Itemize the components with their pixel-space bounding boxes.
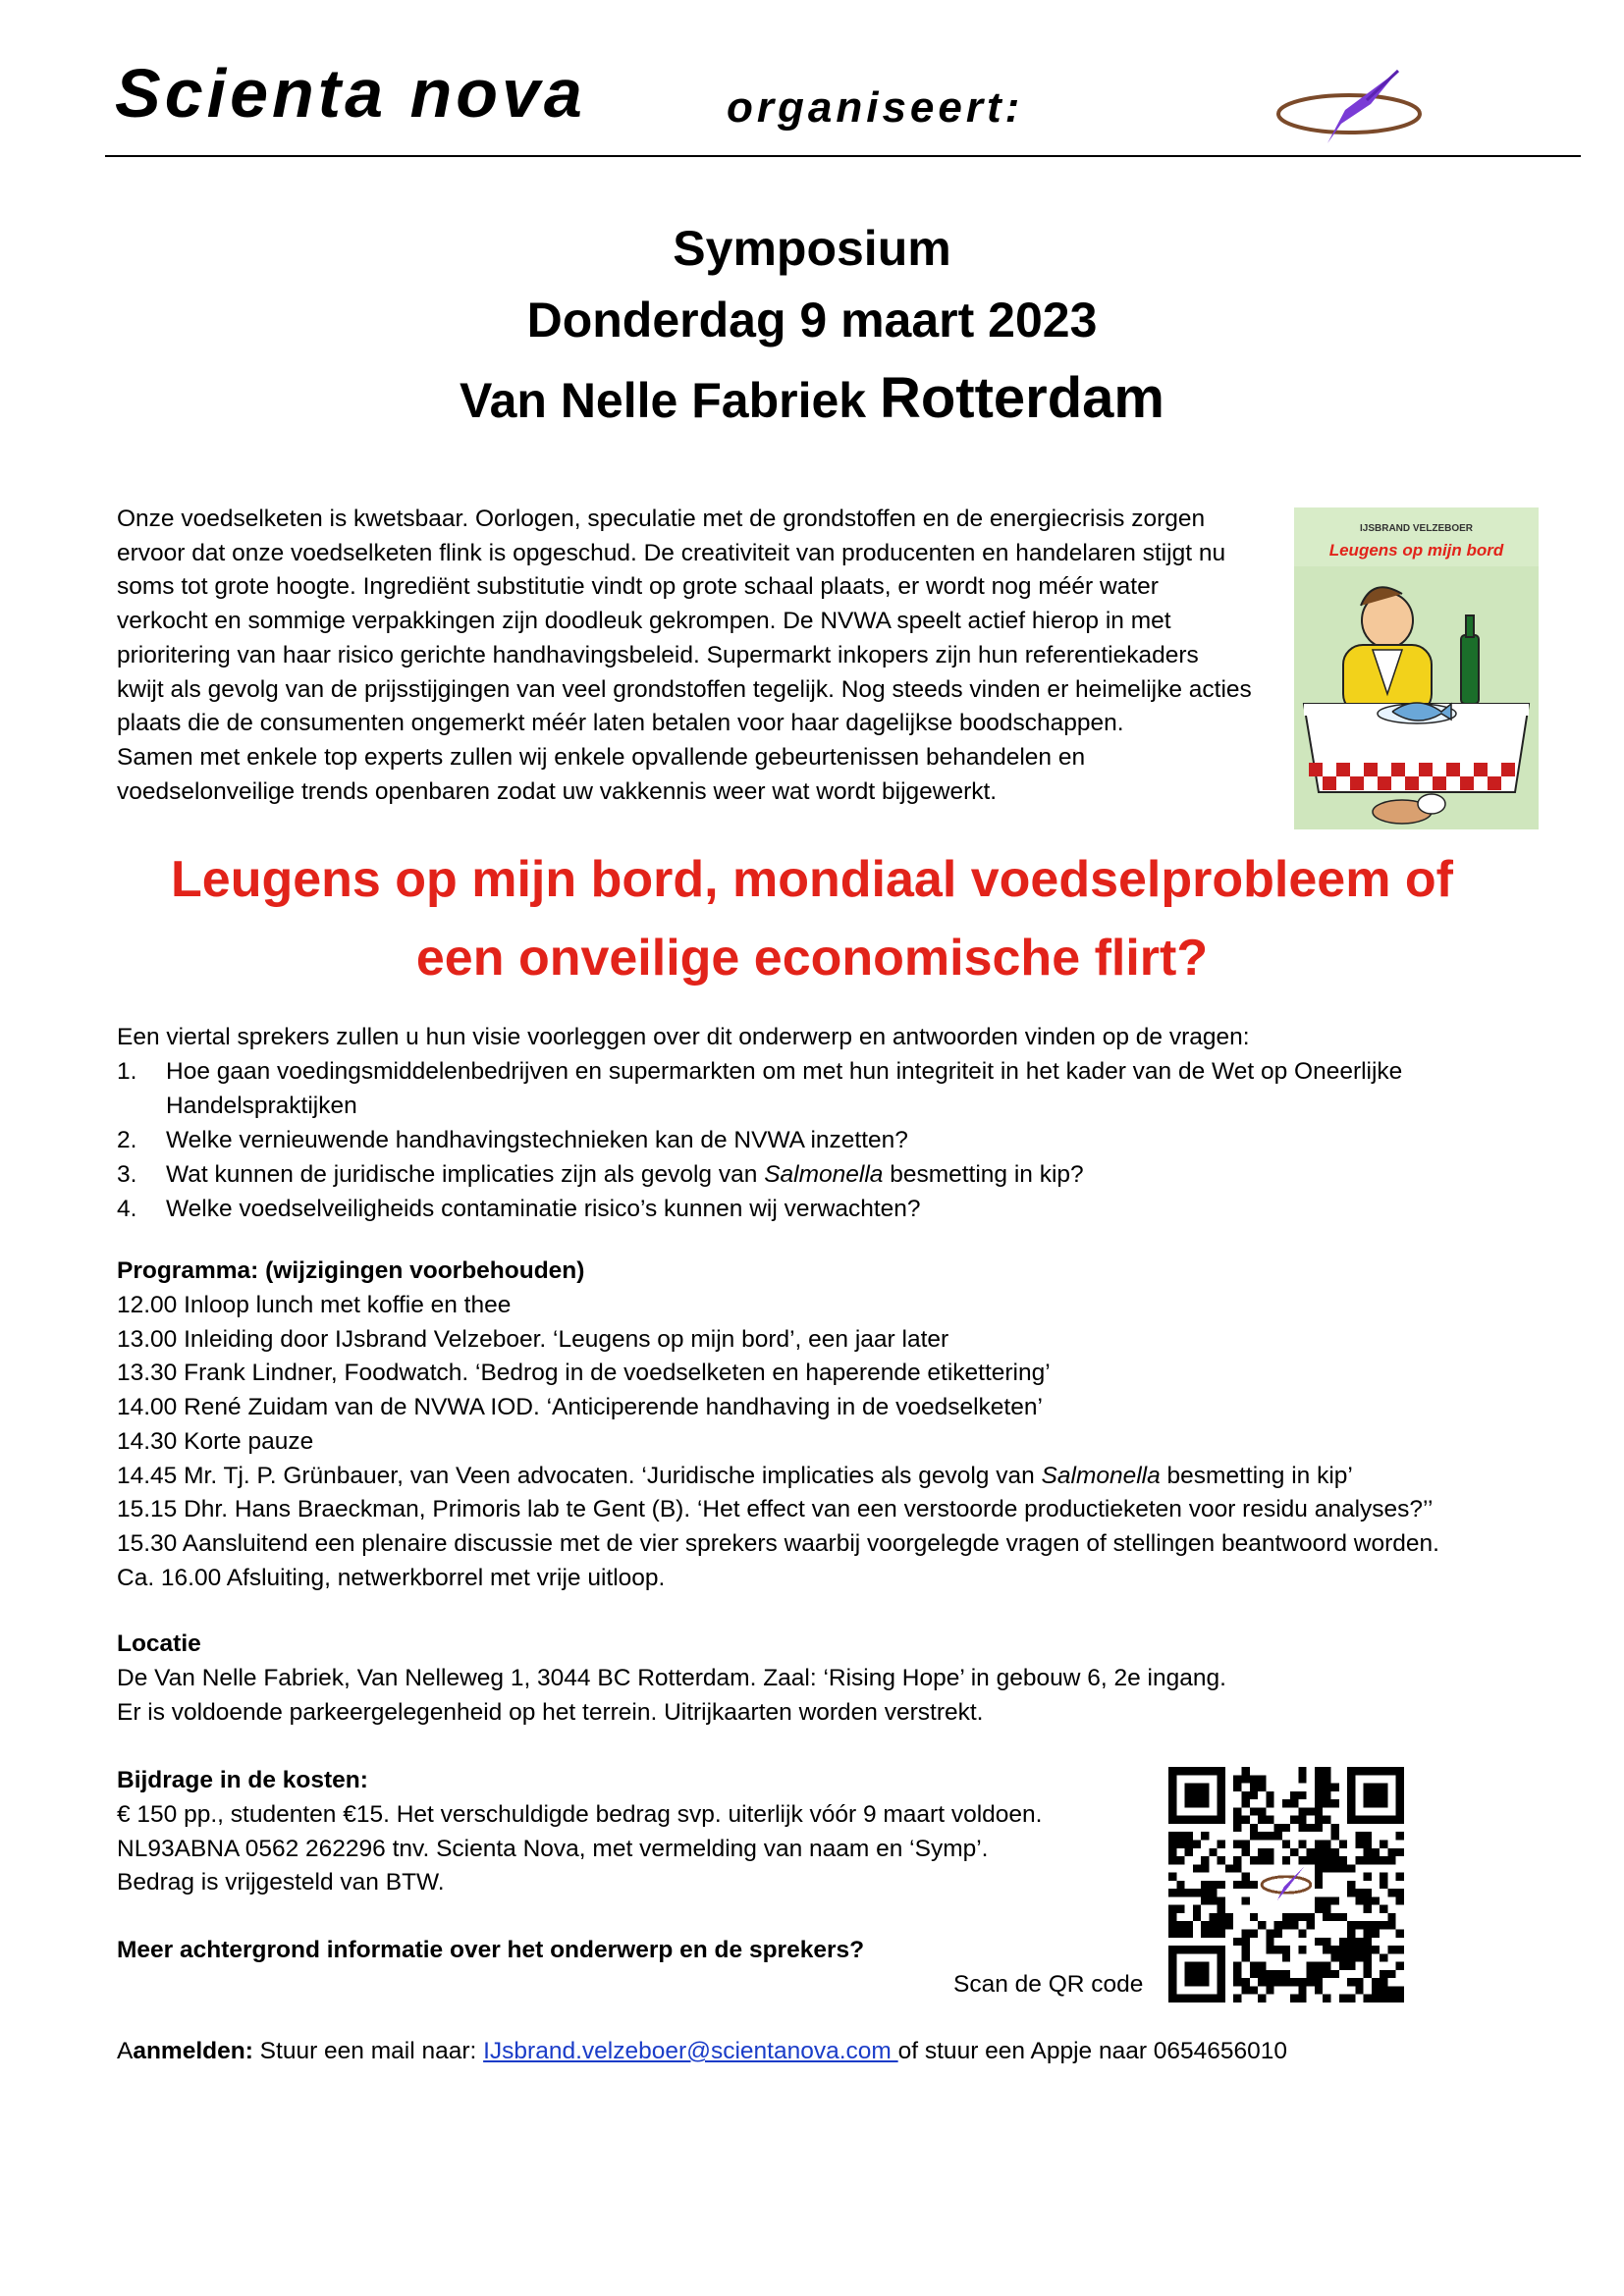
location-details — [117, 1662, 1226, 1730]
location-heading: Locatie — [117, 1630, 201, 1657]
programme-item: 12.00 Inloop lunch met koffie en thee — [117, 1292, 512, 1318]
scienta-nova-logo-icon — [1272, 65, 1437, 149]
location-line: De Van Nelle Fabriek, Van Nelleweg 1, 3044 BC Rotterdam. Zaal: ‘Rising Hope’ in gebouw 6, 2e ingang. — [117, 1665, 1226, 1691]
event-venue — [0, 366, 1624, 430]
programme-item: 13.30 Frank Lindner, Foodwatch. ‘Bedrog in de voedselketen en haperende etikettering’ — [117, 1360, 1051, 1387]
intro-line: plaats die de consumenten ongemerkt méér laten betalen voor haar dagelijkse boodschappen. — [117, 710, 1124, 737]
programme-item-part: 14.45 Mr. Tj. P. Grünbauer, van Veen advocaten. ‘Juridische implicaties als gevolg van — [117, 1462, 1042, 1489]
programme-list — [117, 1289, 1439, 1595]
costs-line: € 150 pp., studenten €15. Het verschuldigde bedrag svp. uiterlijk vóór 9 maart voldoen. — [117, 1801, 1043, 1828]
salmonella-term: Salmonella — [1041, 1462, 1161, 1489]
programme-item: 15.30 Aansluitend een plenaire discussie met de vier sprekers waarbij voorgelegde vragen of stellingen beantwoord worden. — [117, 1529, 1439, 1557]
signup-line — [117, 2035, 1287, 2069]
headline-line-2: een onveilige economische flirt? — [415, 930, 1209, 987]
intro-paragraph — [117, 503, 1252, 809]
event-date: Donderdag 9 maart 2023 — [526, 293, 1098, 347]
intro-line: ervoor dat onze voedselketen flink is opgeschud. De creativiteit van producenten en handelaren stijgt nu — [117, 539, 1226, 566]
programme-heading: Programma: (wijzigingen voorbehouden) — [117, 1257, 585, 1284]
book-illustration — [1294, 566, 1539, 829]
intro-line: soms tot grote hoogte. Ingrediënt substitutie vindt op grote schaal plaats, er wordt nog méér water — [117, 573, 1159, 601]
costs-heading: Bijdrage in de kosten: — [117, 1767, 368, 1793]
book-cover-image — [1294, 507, 1539, 829]
programme-item: 15.15 Dhr. Hans Braeckman, Primoris lab te Gent (B). ‘Het effect van een verstoorde productieketen voor residu analyses?’’ — [117, 1496, 1434, 1523]
programme-item: 14.00 René Zuidam van de NVWA IOD. ‘Anticiperende handhaving in de voedselketen’ — [117, 1394, 1043, 1421]
question-number: 3. — [117, 1161, 137, 1188]
question-text-part: Wat kunnen de juridische implicaties zijn als gevolg van — [166, 1161, 765, 1188]
signup-label-initial: A — [117, 2038, 134, 2064]
intro-line: kwijt als gevolg van de prijsstijgingen van veel grondstoffen tegelijk. Nog steeds vinden er heimelijke acties — [117, 675, 1252, 703]
organiseert-label: organiseert: — [727, 83, 1024, 132]
costs-line: NL93ABNA 0562 262296 tnv. Scienta Nova, met vermelding van naam en ‘Symp’. — [117, 1835, 989, 1862]
programme-item: Ca. 16.00 Afsluiting, netwerkborrel met vrije uitloop. — [117, 1564, 666, 1591]
location-line: Er is voldoende parkeergelegenheid op het terrein. Uitrijkaarten worden verstrekt. — [117, 1698, 984, 1726]
brand-title: Scienta nova — [115, 55, 586, 132]
question-text: Welke vernieuwende handhavingstechnieken kan de NVWA inzetten? — [166, 1127, 908, 1153]
question-text: Welke voedselveiligheids contaminatie risico’s kunnen wij verwachten? — [166, 1196, 921, 1222]
venue-name: Van Nelle Fabriek — [459, 373, 880, 428]
signup-label: anmelden: — [133, 2038, 253, 2064]
question-text: Hoe gaan voedingsmiddelenbedrijven en supermarkten om met hun integriteit in het kader van de Wet op Oneerlijke — [166, 1058, 1403, 1085]
header-divider — [105, 155, 1581, 157]
question-text — [166, 1158, 1084, 1193]
intro-line: voedselonveilige trends openbaren zodat uw vakkennis weer wat wordt bijgewerkt. — [117, 777, 998, 805]
intro-line: Onze voedselketen is kwetsbaar. Oorlogen, speculatie met de grondstoffen en de energiecrisis zorgen — [117, 506, 1206, 532]
programme-item: 14.30 Korte pauze — [117, 1427, 314, 1455]
book-author: IJSBRAND VELZEBOER — [1359, 523, 1473, 534]
qr-code-icon[interactable] — [1168, 1767, 1404, 2002]
headline-line-1: Leugens op mijn bord, mondiaal voedselprobleem of — [171, 851, 1453, 908]
question-text-continued: Handelspraktijken — [166, 1093, 357, 1119]
programme-item — [117, 1460, 1439, 1494]
costs-details — [117, 1798, 1042, 1900]
questions-intro: Een viertal sprekers zullen u hun visie voorleggen over dit onderwerp en antwoorden vinden op de vragen: — [117, 1024, 1250, 1050]
scan-qr-label: Scan de QR code — [953, 1971, 1144, 1998]
costs-line: Bedrag is vrijgesteld van BTW. — [117, 1869, 445, 1896]
question-number: 1. — [117, 1058, 137, 1085]
signup-text: Stuur een mail naar: — [252, 2038, 484, 2064]
question-number: 2. — [117, 1127, 137, 1153]
question-number: 4. — [117, 1196, 137, 1222]
symposium-title: Symposium — [673, 221, 951, 276]
intro-line: Samen met enkele top experts zullen wij enkele opvallende gebeurtenissen behandelen en — [117, 743, 1086, 771]
intro-line: verkocht en sommige verpakkingen zijn doodleuk gekrompen. De NVWA speelt actief hierop in met — [117, 608, 1171, 635]
signup-email-link[interactable]: IJsbrand.velzeboer@scientanova.com — [483, 2038, 898, 2064]
programme-item-part: besmetting in kip’ — [1160, 1462, 1353, 1489]
venue-city: Rotterdam — [879, 366, 1164, 430]
question-text-part: besmetting in kip? — [883, 1161, 1084, 1188]
book-title: Leugens op mijn bord — [1328, 541, 1504, 560]
more-info-question: Meer achtergrond informatie over het onderwerp en de sprekers? — [117, 1937, 865, 1963]
programme-item: 13.00 Inleiding door IJsbrand Velzeboer. ‘Leugens op mijn bord’, een jaar later — [117, 1325, 949, 1353]
intro-line: prioritering van haar risico gerichte handhavingsbeleid. Supermarkt inkopers zijn hun referentiekaders — [117, 641, 1199, 668]
salmonella-term: Salmonella — [764, 1161, 884, 1188]
signup-tail: of stuur een Appje naar 0654656010 — [897, 2038, 1288, 2064]
